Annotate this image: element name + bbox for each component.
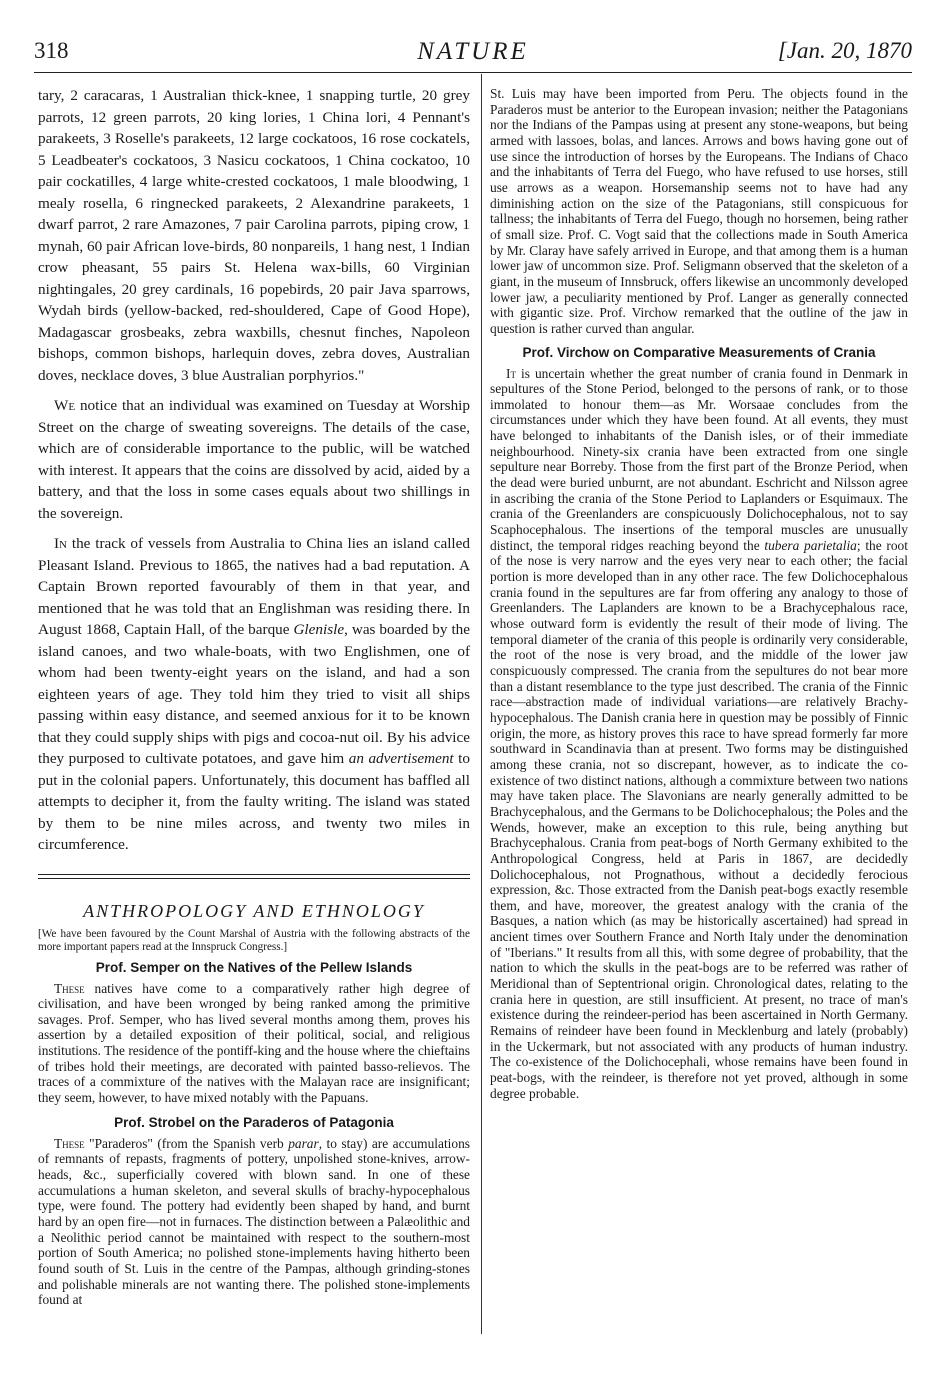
bird-list-paragraph: tary, 2 caracaras, 1 Australian thick-knee, 1 snapping turtle, 20 grey parrots, 12 green parrots, 20 king lories, 1 China lori, 4 Pennant's parakeets, 3 Roselle's parakeets, 12 large cockatoos, 16 rose cockatels, 5 Leadbeater's cockatoos, 3 Nasicu cockatoos, 1 China cockatoo, 10 pair cockatilles, 4 large white-crested cockatoos, 1 male bloodwing, 1 mealy rosella, 6 ringnecked parakeets, 2 Alexandrine parakeets, 1 dwarf parrot, 2 rare Amazones, 7 pair Carolina parrots, piping crow, 1 mynah, 60 pair African love-birds, 80 nonpareils, 1 hang nest, 1 Indian crow pheasant, 55 pairs St. Helena wax-bills, 60 Virginian nightingales, 20 grey cardinals, 16 popebirds, 20 pair Java sparrows, Wydah birds (yellow-backed, red-shouldered, Cape of Good Hope), Madagascar grosbeaks, zebra waxbills, chesnut finches, Napoleon bishops, common bishops, harlequin doves, zebra doves, Australian doves, necklace doves, 3 blue Australian porphyrios." — [38, 87, 470, 384]
latin-term: tubera parietalia — [764, 537, 857, 553]
paragraph-text: "Paraderos" (from the Spanish verb — [84, 1135, 289, 1151]
virchow-heading: Prof. Virchow on Comparative Measurements of Crania — [522, 344, 876, 360]
paragraph-text: ; the root of the nose is very narrow and the eyes very near to each other; the facial portion is more developed than in any other race. The few Dolichocephalous crania found in the sepultures are far from offering any analogy to those of Greenlanders. The Laplanders are known to be a Brachycephalous race, whose outward form is evidently the result of their mode of living. The temporal diameter of the crania of this people is ordinarily very considerable, the root of the nose is very broad, and the middle of the lower jaw conspicuously compressed. The crania from the sepultures do not bear more than a distant resemblance to the type just described. The crania of the Finnic race—abstraction made of individual variations—are relatively Brachy-hypocephalous. The Danish crania here in question may be possibly of Finnic origin, the more, as history proves this race to have spread formerly far more southward in Scandinavia than at present. Two forms may be distinguished among these crania, not so discrepant, however, as to indicate the co-existence of two distinct nations, although a commixture between two nations may have taken place. The Slavonians are nearly generally admitted to be Brachycephalous, and the Germans to be Dolichocephalous; the Poles and the Wends, however, make an exception to this rule, being anything but Brachycephalous. Crania from peat-bogs of North Germany exhibited to the Anthropological Congress, held at Paris in 1867, are decidedly Dolichocephalous, not Prognathous, without a decidedly ferocious expression, &c. Those extracted from the Danish peat-bogs exactly resemble them, and have, moreover, the greatest analogy with the crania of the Basques, a nation which (as may be historically ascertained) had spread in ancient times over Southern France and North Italy under the denomination of "Iberians." It results from all this, with some degree of probability, that the nation to which the skulls in the peat-bogs are to be referred was rather of Meridional than of Septentrional origin. Chronological dates, relating to the crania here in question, are still insufficient. At present, no trace of man's existence during the reindeer-period has been ascertained in North Germany. Remains of reindeer have been found in Mecklenburg and lately (probably) in the Uckermark, but not associated with any products of human industry. The co-existence of the Dolichocephali, whose remains have been found in peat-bogs, with the reindeer, is therefore not yet proved, although in some degree probable. — [490, 537, 908, 1101]
section-title: ANTHROPOLOGY AND ETHNOLOGY — [83, 900, 425, 921]
section-rule — [38, 874, 470, 879]
strobel-paragraph — [38, 1136, 470, 1308]
issue-date: [Jan. 20, 1870 — [777, 38, 912, 63]
virchow-paragraph — [490, 366, 908, 1102]
editorial-note: [We have been favoured by the Count Marshal of Austria with the following abstracts of the more important papers read at the Innspruck Congress.] — [38, 927, 470, 953]
paragraph-text: to put in the colonial papers. Unfortunately, this document has baffled all attempts to decipher it, from the faulty writing. The island was stated by them to be nine miles across, and twenty two miles in circumference. — [38, 750, 470, 853]
paragraph-text: notice that an individual was examined on Tuesday at Worship Street on the charge of sweating sovereigns. The details of the case, which are of considerable importance to the public, will be watched with interest. It appears that the coins are dissolved by acid, aided by a battery, and that the loss in some cases equals about two shillings in the sovereign. — [38, 397, 470, 522]
paragraph-text: , to stay) are accumulations of remnants of repasts, fragments of pottery, unpolished stone-knives, arrow-heads, &c., superficially covered with blown sand. In one of these accumulations a human skeleton, and several skulls of brachy-hypocephalous type, were found. The pottery had evidently been shaped by hand, and burnt hard by an open fire—not in furnaces. The distinction between a Palæolithic and a Neolithic period cannot be maintained with respect to the southern-most portion of South America; no polished stone-implements having hitherto been found south of St. Luis in the centre of the Pampas, although grinding-stones and polishable minerals are not wanting there. The polished stone-implements found at — [38, 1135, 470, 1308]
pleasant-island-paragraph — [38, 533, 470, 856]
spanish-verb: parar — [288, 1135, 319, 1151]
page-header — [34, 38, 912, 74]
semper-paragraph — [38, 981, 470, 1106]
ship-name: Glenisle — [293, 621, 345, 638]
lead-word: These — [54, 1135, 85, 1151]
paragraph-text: natives have come to a comparatively rather high degree of civilisation, and have been wronged by being ranked among the primitive savages. Prof. Semper, who has lived several months among them, proves his assertion by a detailed exposition of their political, social, and religious institutions. The residence of the pontiff-king and the house where the chieftains of tribes hold their meetings, are decorated with painted basso-relievos. The traces of a commixture of the natives with the Malayan race are insignificant; they seem, however, to have mixed notably with the Papuans. — [38, 980, 470, 1106]
paragraph-text: , was boarded by the island canoes, and two whale-boats, with two Englishmen, one of whom had been twenty-eight years on the island, and had a son eighteen years of age. They told him they tried to visit all ships passing within easy distance, and seemed anxious for it to be known that they could supply ships with pigs and cocoa-nut oil. By his advice they purposed to cultivate potatoes, and gave him — [38, 621, 470, 767]
lead-word: We — [54, 397, 76, 414]
semper-heading: Prof. Semper on the Natives of the Pellew Islands — [95, 959, 413, 975]
paragraph-text: is uncertain whether the great number of crania found in Denmark in sepultures of the Stone Period, belonged to the persons of rank, or to those immolated to honour them—as Mr. Worsaae concludes from the circumstances under which they have been found. At all events, they must have belonged to inhabitants of the Danish isles, or of their immediate neighbourhood. Ninety-six crania have been extracted from one single sepulture near Borreby. Those from the first part of the Bronze Period, when the dead were buried unburnt, are not abundant. Eschricht and Nilsson agree in ascribing the crania of the Stone Period to Laplanders or Esquimaux. The crania of the Greenlanders are conspicuously Dolichocephalous, not to say Scaphocephalous. The insertions of the temporal muscles are unusually distinct, the temporal ridges reaching beyond the — [490, 365, 908, 553]
paragraph-text: the track of vessels from Australia to China lies an island called Pleasant Island. Previous to 1865, the natives had a bad reputation. A Captain Brown reported favourably of them in that year, and mentioned that he was told that an Englishman was residing there. In August 1868, Captain Hall, of the barque — [38, 535, 470, 638]
paraderos-continued-paragraph: St. Luis may have been imported from Peru. The objects found in the Paraderos must be anterior to the European invasion; neither the Patagonians nor the Indians of the Pampas using at present any stone-weapons, but being armed with lassoes, bolas, and lances. Arrows and bows having gone out of use since the introduction of horses by the Europeans. The Indians of Chaco and the inhabitants of Terra del Fuego, who have refused to use horses, still use arrows as a weapon. Horsemanship seems not to have had any diminishing action on the size of the Patagonians, still conspicuous for tallness; the inhabitants of Terra del Fuego, though no horsemen, being rather of small size. Prof. C. Vogt said that the collections made in South America by Mr. Claray have safely arrived in Europe, and that among them is a human lower jaw of uncommon size. Prof. Seligmann observed that the skeleton of a giant, in the museum of Innsbruck, offers likewise an uncommonly developed lower jaw, a peculiarity mentioned by Prof. Langer as generally connected with gigantic size. Prof. Virchow remarked that the outline of the jaw in question is rather curved than angular. — [490, 86, 908, 336]
lead-word: These — [54, 980, 85, 996]
page-number: 318 — [34, 38, 69, 63]
lead-word: In — [54, 535, 68, 552]
strobel-heading: Prof. Strobel on the Paraderos of Patagonia — [114, 1114, 394, 1130]
right-column — [490, 86, 908, 1101]
column-divider — [481, 74, 482, 1334]
lead-word: It — [506, 365, 516, 381]
left-column — [38, 85, 470, 1308]
sovereigns-paragraph — [38, 395, 470, 524]
header-rule — [34, 72, 912, 73]
advertisement-italic: an advertisement — [348, 750, 454, 767]
journal-title: NATURE — [417, 38, 529, 65]
